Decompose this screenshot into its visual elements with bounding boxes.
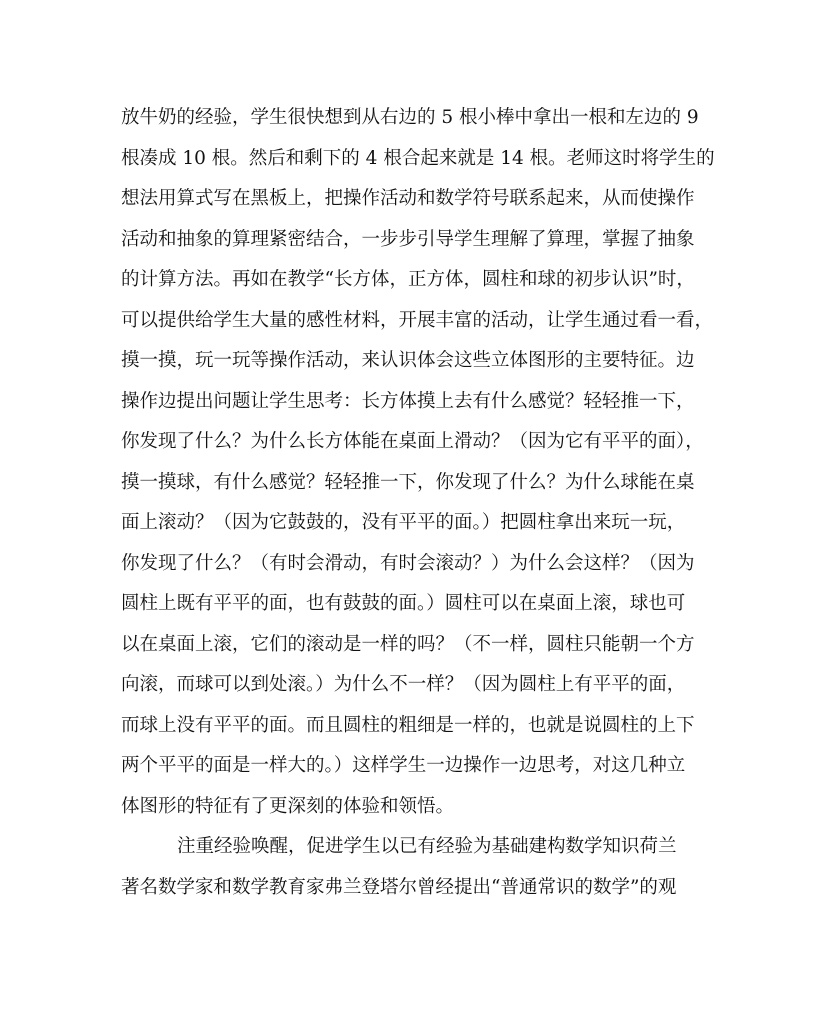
body-text	[121, 98, 715, 908]
text-line: 根凑成 10 根。然后和剩下的 4 根合起来就是 14 根。老师这时将学生的	[121, 147, 715, 169]
text-line: 的计算方法。再如在教学“长方体，正方体，圆柱和球的初步认识”时，	[121, 269, 695, 290]
text-line: 摸一摸球，有什么感觉？轻轻推一下，你发现了什么？为什么球能在桌	[121, 471, 695, 493]
text-line: 向滚，而球可以到处滚。）为什么不一样？（因为圆柱上有平平的面，	[121, 674, 686, 695]
text-line: 你发现了什么？（有时会滑动，有时会滚动？）为什么会这样？（因为	[121, 552, 695, 574]
text-line: 活动和抽象的算理紧密结合，一步步引导学生理解了算理，掌握了抽象	[121, 228, 695, 250]
text-line: 操作边提出问题让学生思考：长方体摸上去有什么感觉？轻轻推一下，	[121, 390, 695, 412]
text-line: 两个平平的面是一样大的。）这样学生一边操作一边思考，对这几种立	[121, 755, 686, 776]
text-line: 放牛奶的经验，学生很快想到从右边的 5 根小棒中拿出一根和左边的 9	[121, 107, 699, 128]
paragraph-first-line: 注重经验唤醒，促进学生以已有经验为基础建构数学知识荷兰	[177, 836, 677, 857]
text-line: 体图形的特征有了更深刻的体验和领悟。	[121, 795, 455, 817]
text-line: 可以提供给学生大量的感性材料，开展丰富的活动，让学生通过看一看，	[121, 309, 714, 331]
text-line: 圆柱上既有平平的面，也有鼓鼓的面。）圆柱可以在桌面上滚，球也可	[121, 593, 686, 614]
text-line: 以在桌面上滚，它们的滚动是一样的吗？（不一样，圆柱只能朝一个方	[121, 633, 695, 655]
text-line: 著名数学家和数学教育家弗兰登塔尔曾经提出“普通常识的数学”的观	[121, 876, 677, 898]
text-line: 而球上没有平平的面。而且圆柱的粗细是一样的，也就是说圆柱的上下	[121, 714, 695, 736]
text-line: 面上滚动？（因为它鼓鼓的，没有平平的面。）把圆柱拿出来玩一玩，	[121, 512, 686, 533]
text-line: 摸一摸，玩一玩等操作活动，来认识体会这些立体图形的主要特征。边	[121, 350, 695, 371]
text-line: 你发现了什么？为什么长方体能在桌面上滑动？（因为它有平平的面），	[121, 431, 704, 452]
text-line: 想法用算式写在黑板上，把操作活动和数学符号联系起来，从而使操作	[121, 188, 695, 209]
